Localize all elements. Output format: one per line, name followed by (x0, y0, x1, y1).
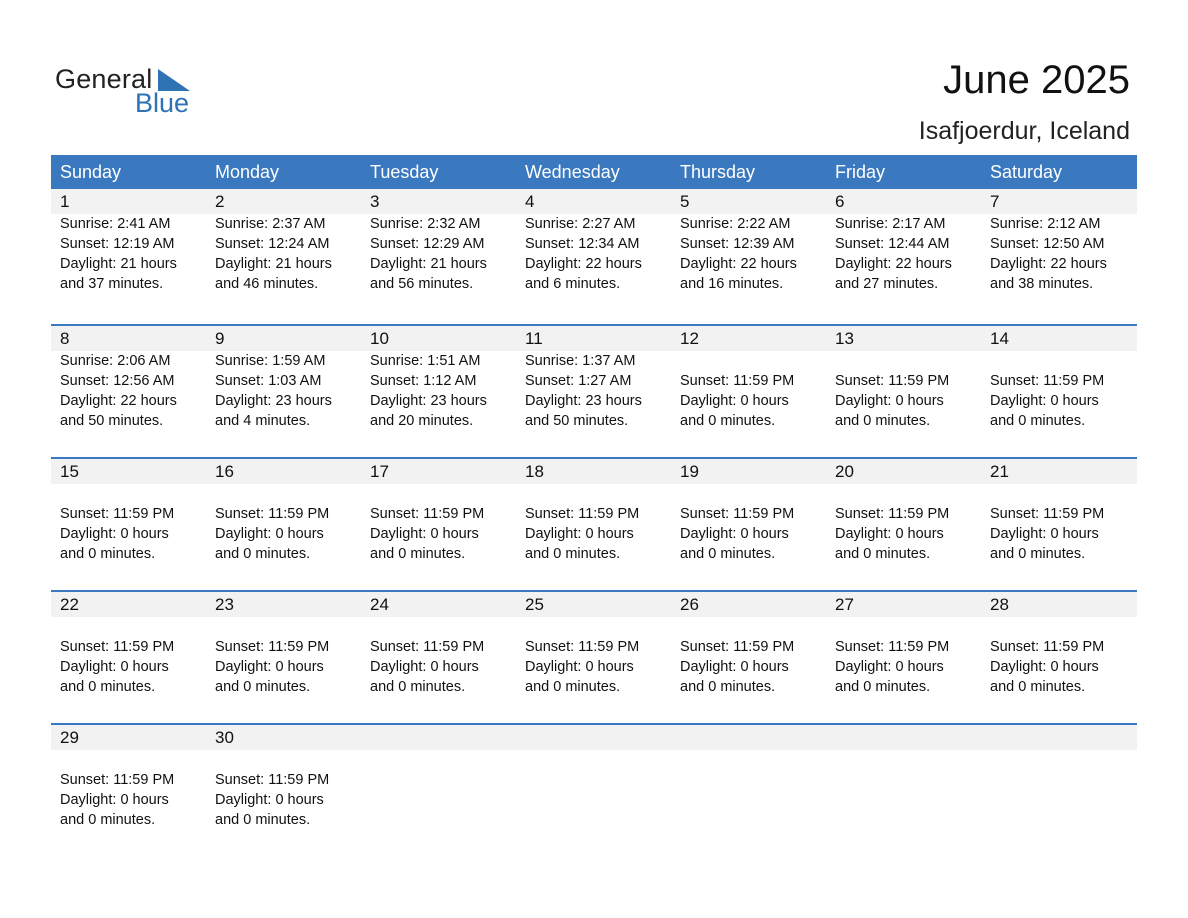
sunrise-text: Sunrise: 2:12 AM (990, 216, 1101, 232)
sunset-text: Sunset: 12:56 AM (60, 373, 175, 389)
daylight-minutes-text: and 50 minutes. (60, 413, 164, 429)
weekday-monday: Monday (215, 162, 280, 182)
daylight-minutes-text: and 0 minutes. (370, 679, 466, 695)
daylight-text: Daylight: 23 hours (370, 393, 487, 409)
sunset-text: Sunset: 11:59 PM (525, 639, 640, 655)
day-cell (51, 459, 206, 564)
sunset-text (835, 770, 981, 790)
day-cell (826, 459, 981, 564)
daylight-text: Daylight: 0 hours (215, 659, 324, 675)
daylight-text (835, 790, 981, 810)
day-number: 5 (680, 192, 690, 211)
daylight-text: Daylight: 0 hours (835, 526, 944, 542)
sunrise-text: Sunrise: 2:41 AM (60, 216, 171, 232)
day-cell (206, 459, 361, 564)
daylight-minutes-text: and 0 minutes. (525, 546, 621, 562)
day-cell (516, 592, 671, 697)
week-row (51, 324, 1137, 457)
day-cell (826, 189, 981, 294)
sunset-text: Sunset: 11:59 PM (835, 506, 950, 522)
daylight-minutes-text (680, 810, 826, 830)
daylight-minutes-text: and 0 minutes. (990, 413, 1086, 429)
daylight-text: Daylight: 0 hours (680, 526, 789, 542)
day-number: 29 (60, 728, 79, 747)
sunset-text (680, 770, 826, 790)
sunset-text (370, 770, 516, 790)
day-cell (51, 189, 206, 294)
calendar (51, 155, 1137, 856)
day-number (370, 725, 516, 750)
daylight-minutes-text: and 0 minutes. (835, 413, 931, 429)
sunset-text: Sunset: 11:59 PM (680, 506, 795, 522)
sunrise-text: Sunrise: 1:59 AM (215, 353, 326, 369)
day-number (835, 725, 981, 750)
weekday-friday: Friday (835, 162, 886, 182)
sunset-text: Sunset: 1:12 AM (370, 373, 477, 389)
day-number: 8 (60, 329, 70, 348)
day-number: 27 (835, 595, 854, 614)
day-cell (826, 725, 981, 830)
day-cell (826, 326, 981, 431)
day-cell (516, 189, 671, 294)
week-days (51, 592, 1137, 697)
sunset-text: Sunset: 12:19 AM (60, 236, 175, 252)
daylight-text: Daylight: 0 hours (680, 393, 789, 409)
daylight-minutes-text (370, 810, 516, 830)
daylight-text: Daylight: 0 hours (680, 659, 789, 675)
day-number: 13 (835, 329, 854, 348)
day-cell (51, 592, 206, 697)
logo (55, 64, 195, 120)
daylight-minutes-text: and 0 minutes. (215, 812, 311, 828)
sunrise-text (60, 617, 206, 637)
daylight-minutes-text: and 0 minutes. (370, 546, 466, 562)
sunrise-text: Sunrise: 2:37 AM (215, 216, 326, 232)
sunrise-text (835, 617, 981, 637)
day-cell (51, 326, 206, 431)
sunset-text: Sunset: 11:59 PM (215, 772, 330, 788)
day-cell (671, 725, 826, 830)
weekday-sunday: Sunday (60, 162, 122, 182)
sunset-text: Sunset: 11:59 PM (60, 506, 175, 522)
daylight-minutes-text: and 46 minutes. (215, 276, 319, 292)
daylight-text: Daylight: 0 hours (990, 393, 1099, 409)
daylight-minutes-text: and 0 minutes. (60, 812, 156, 828)
daylight-minutes-text: and 0 minutes. (680, 546, 776, 562)
sunset-text: Sunset: 12:34 AM (525, 236, 640, 252)
day-cell (671, 189, 826, 294)
week-days (51, 725, 1137, 830)
day-number: 19 (680, 462, 699, 481)
daylight-minutes-text (525, 810, 671, 830)
day-cell (206, 189, 361, 294)
day-cell (516, 326, 671, 431)
week-row (51, 457, 1137, 590)
day-cell (981, 592, 1137, 697)
week-row (51, 189, 1137, 324)
sunrise-text (525, 617, 671, 637)
day-number: 4 (525, 192, 535, 211)
daylight-text: Daylight: 21 hours (215, 256, 332, 272)
day-number: 1 (60, 192, 70, 211)
daylight-minutes-text: and 0 minutes. (215, 679, 311, 695)
daylight-text (370, 790, 516, 810)
daylight-text: Daylight: 21 hours (370, 256, 487, 272)
sunrise-text (215, 750, 361, 770)
sunset-text: Sunset: 11:59 PM (990, 373, 1105, 389)
sunrise-text (990, 351, 1137, 371)
day-cell (361, 326, 516, 431)
daylight-minutes-text: and 0 minutes. (835, 679, 931, 695)
day-cell (516, 459, 671, 564)
day-cell (361, 592, 516, 697)
day-number: 24 (370, 595, 389, 614)
daylight-text: Daylight: 23 hours (215, 393, 332, 409)
daylight-minutes-text: and 0 minutes. (680, 413, 776, 429)
day-number (990, 725, 1137, 750)
location-subtitle: Isafjoerdur, Iceland (918, 117, 1130, 145)
day-cell (206, 326, 361, 431)
day-number: 16 (215, 462, 234, 481)
day-cell (206, 725, 361, 830)
daylight-text: Daylight: 0 hours (60, 792, 169, 808)
daylight-minutes-text: and 0 minutes. (990, 546, 1086, 562)
sunrise-text (990, 484, 1137, 504)
sunset-text: Sunset: 11:59 PM (215, 639, 330, 655)
day-cell (981, 189, 1137, 294)
logo-blue-text: Blue (135, 88, 190, 118)
week-row (51, 590, 1137, 723)
daylight-text: Daylight: 0 hours (215, 792, 324, 808)
daylight-text: Daylight: 0 hours (60, 526, 169, 542)
daylight-minutes-text (990, 810, 1137, 830)
sunset-text: Sunset: 1:27 AM (525, 373, 632, 389)
sunset-text: Sunset: 11:59 PM (990, 639, 1105, 655)
daylight-text (990, 790, 1137, 810)
day-number: 10 (370, 329, 389, 348)
week-days (51, 326, 1137, 431)
sunrise-text (215, 484, 361, 504)
daylight-text: Daylight: 0 hours (525, 526, 634, 542)
sunrise-text (525, 750, 671, 770)
day-number: 2 (215, 192, 225, 211)
sunset-text: Sunset: 11:59 PM (525, 506, 640, 522)
sunset-text: Sunset: 11:59 PM (835, 373, 950, 389)
sunset-text: Sunset: 1:03 AM (215, 373, 322, 389)
daylight-text: Daylight: 0 hours (60, 659, 169, 675)
day-number: 11 (525, 329, 543, 348)
day-cell (206, 592, 361, 697)
day-cell (671, 592, 826, 697)
sunrise-text (370, 617, 516, 637)
day-cell (361, 189, 516, 294)
sunrise-text: Sunrise: 2:22 AM (680, 216, 791, 232)
sunset-text (990, 770, 1137, 790)
sunset-text (525, 770, 671, 790)
daylight-text (525, 790, 671, 810)
sunset-text: Sunset: 11:59 PM (835, 639, 950, 655)
daylight-minutes-text: and 0 minutes. (680, 679, 776, 695)
daylight-minutes-text: and 0 minutes. (60, 679, 156, 695)
day-cell (51, 725, 206, 830)
sunrise-text (680, 351, 826, 371)
weeks-container (51, 189, 1137, 856)
weekday-tuesday: Tuesday (370, 162, 439, 182)
daylight-text: Daylight: 0 hours (990, 526, 1099, 542)
daylight-text: Daylight: 22 hours (990, 256, 1107, 272)
sunrise-text: Sunrise: 2:32 AM (370, 216, 481, 232)
daylight-minutes-text: and 50 minutes. (525, 413, 629, 429)
day-cell (516, 725, 671, 830)
daylight-text: Daylight: 0 hours (215, 526, 324, 542)
day-number: 18 (525, 462, 544, 481)
sunrise-text: Sunrise: 2:17 AM (835, 216, 946, 232)
day-cell (671, 326, 826, 431)
sunrise-text (990, 750, 1137, 770)
daylight-minutes-text: and 16 minutes. (680, 276, 784, 292)
weekday-wednesday: Wednesday (525, 162, 620, 182)
page-title: June 2025 (943, 58, 1130, 102)
day-cell (981, 459, 1137, 564)
day-number: 20 (835, 462, 854, 481)
daylight-minutes-text (835, 810, 981, 830)
week-row (51, 723, 1137, 856)
sunset-text: Sunset: 12:39 AM (680, 236, 795, 252)
day-cell (981, 326, 1137, 431)
daylight-text: Daylight: 0 hours (990, 659, 1099, 675)
sunset-text: Sunset: 12:24 AM (215, 236, 330, 252)
day-number: 7 (990, 192, 1000, 211)
day-number: 17 (370, 462, 389, 481)
day-number: 30 (215, 728, 234, 747)
sunrise-text (215, 617, 361, 637)
sunset-text: Sunset: 11:59 PM (60, 639, 175, 655)
day-cell (361, 459, 516, 564)
daylight-text: Daylight: 22 hours (680, 256, 797, 272)
day-number: 21 (990, 462, 1009, 481)
day-number: 25 (525, 595, 544, 614)
daylight-minutes-text: and 56 minutes. (370, 276, 474, 292)
sunrise-text (60, 750, 206, 770)
sunrise-text: Sunrise: 2:06 AM (60, 353, 171, 369)
day-number (680, 725, 826, 750)
daylight-text: Daylight: 0 hours (370, 659, 479, 675)
daylight-minutes-text: and 27 minutes. (835, 276, 939, 292)
daylight-text (680, 790, 826, 810)
daylight-text: Daylight: 0 hours (835, 659, 944, 675)
daylight-text: Daylight: 0 hours (525, 659, 634, 675)
sunset-text: Sunset: 11:59 PM (370, 506, 485, 522)
week-days (51, 459, 1137, 564)
day-number: 12 (680, 329, 699, 348)
sunrise-text: Sunrise: 2:27 AM (525, 216, 636, 232)
day-cell (981, 725, 1137, 830)
daylight-text: Daylight: 23 hours (525, 393, 642, 409)
sunset-text: Sunset: 12:29 AM (370, 236, 485, 252)
logo-general-text: General (55, 64, 153, 94)
day-cell (671, 459, 826, 564)
weekday-header (51, 155, 1137, 189)
sunrise-text: Sunrise: 1:51 AM (370, 353, 481, 369)
daylight-minutes-text: and 4 minutes. (215, 413, 311, 429)
daylight-minutes-text: and 0 minutes. (835, 546, 931, 562)
sunrise-text (370, 750, 516, 770)
sunset-text: Sunset: 11:59 PM (370, 639, 485, 655)
day-number: 23 (215, 595, 234, 614)
week-days (51, 189, 1137, 294)
daylight-minutes-text: and 6 minutes. (525, 276, 621, 292)
daylight-minutes-text: and 0 minutes. (60, 546, 156, 562)
sunset-text: Sunset: 12:50 AM (990, 236, 1105, 252)
daylight-text: Daylight: 21 hours (60, 256, 177, 272)
daylight-text: Daylight: 22 hours (60, 393, 177, 409)
sunrise-text (990, 617, 1137, 637)
day-number (525, 725, 671, 750)
sunset-text: Sunset: 11:59 PM (990, 506, 1105, 522)
daylight-minutes-text: and 0 minutes. (525, 679, 621, 695)
day-number: 3 (370, 192, 380, 211)
day-cell (361, 725, 516, 830)
day-number: 26 (680, 595, 699, 614)
day-number: 28 (990, 595, 1009, 614)
weekday-thursday: Thursday (680, 162, 756, 182)
sunrise-text (370, 484, 516, 504)
daylight-minutes-text: and 38 minutes. (990, 276, 1094, 292)
sunrise-text (680, 617, 826, 637)
day-number: 14 (990, 329, 1009, 348)
day-number: 15 (60, 462, 79, 481)
daylight-minutes-text: and 37 minutes. (60, 276, 164, 292)
sunrise-text (525, 484, 671, 504)
day-number: 9 (215, 329, 225, 348)
daylight-text: Daylight: 22 hours (525, 256, 642, 272)
day-number: 22 (60, 595, 79, 614)
sunrise-text (60, 484, 206, 504)
daylight-minutes-text: and 0 minutes. (215, 546, 311, 562)
day-cell (826, 592, 981, 697)
daylight-minutes-text: and 0 minutes. (990, 679, 1086, 695)
sunrise-text (680, 484, 826, 504)
sunrise-text (835, 484, 981, 504)
daylight-text: Daylight: 0 hours (835, 393, 944, 409)
daylight-minutes-text: and 20 minutes. (370, 413, 474, 429)
daylight-text: Daylight: 0 hours (370, 526, 479, 542)
day-number: 6 (835, 192, 845, 211)
sunset-text: Sunset: 11:59 PM (680, 639, 795, 655)
sunset-text: Sunset: 11:59 PM (680, 373, 795, 389)
sunrise-text (835, 351, 981, 371)
sunset-text: Sunset: 11:59 PM (215, 506, 330, 522)
sunset-text: Sunset: 11:59 PM (60, 772, 175, 788)
sunset-text: Sunset: 12:44 AM (835, 236, 950, 252)
weekday-saturday: Saturday (990, 162, 1063, 182)
sunrise-text (835, 750, 981, 770)
sunrise-text: Sunrise: 1:37 AM (525, 353, 636, 369)
daylight-text: Daylight: 22 hours (835, 256, 952, 272)
sunrise-text (680, 750, 826, 770)
